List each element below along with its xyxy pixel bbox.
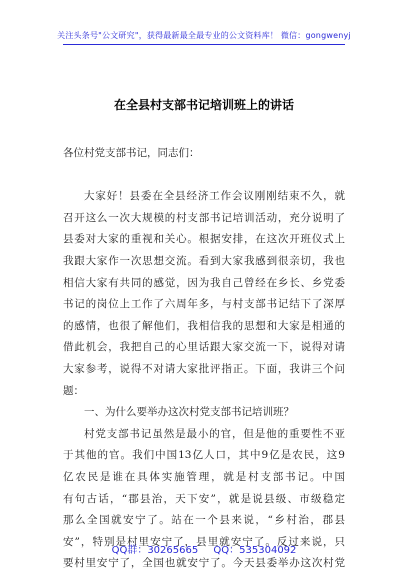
paragraph-line: 于其他的官。我们中国13亿人口，其中9亿是农民，这9 (63, 449, 345, 462)
salutation-line: 各位村党支部书记，同志们： (63, 147, 200, 159)
paragraph-line: 村党支部书记虽然是最小的官，但是他的重要性不亚 (84, 427, 345, 440)
document-body (63, 143, 345, 575)
paragraph-line: 相信大家有共同的感觉，因为我自己曾经在乡长、乡党委 (63, 276, 345, 289)
section-heading: 一、为什么要举办这次村党支部书记培训班？ (84, 406, 294, 419)
paragraph-line: 县委对大家的重视和关心。根据安排，在这次开班仪式上 (63, 233, 345, 246)
paragraph-line: 大家好！县委在全县经济工作会议刚刚结束不久，就 (84, 190, 345, 203)
paragraph-line: 那么全国就安宁了。站在一个县来说，“乡村治，郡县 (63, 514, 345, 527)
blank-line (63, 165, 345, 187)
paragraph-line: 召开这么一次大规模的村支部书记培训活动，充分说明了 (63, 211, 345, 224)
footer-contact (0, 541, 408, 556)
paragraph-line: 亿农民是谁在具体实施管理，就是村支部书记。中国 (63, 470, 345, 483)
paragraph-line: 书记的岗位上工作了六周年多，与村支部书记结下了深厚 (63, 298, 345, 311)
paragraph-line: 安”，特别是村里安宁了，县里就安宁了。反过来说，只 (63, 535, 345, 548)
paragraph-line: 借此机会，我把自己的心里话跟大家交流一下，说得对请 (63, 341, 345, 354)
header-divider (63, 44, 345, 45)
footer-qq: QQ：535304092 (213, 545, 297, 556)
paragraph-line: 的感情，也很了解他们，我相信我的思想和大家是相通的 (63, 319, 345, 332)
footer-qq-group: QQ群：30265665 (111, 545, 199, 556)
paragraph-line: 要村里安宁了，全国也就安宁了。今天县委举办这次村党 (63, 557, 345, 570)
paragraph-line: 题： (63, 384, 84, 397)
paragraph-line: 我跟大家作一次思想交流。看到大家我感到很亲切，我也 (63, 254, 345, 267)
paragraph-line: 有句古话，“郡县治，天下安”，就是说县级、市级稳定 (63, 492, 345, 505)
header-note: 关注头条号"公文研究"，获得最新最全最专业的公文资料库！ 微信：gongwenyj (57, 31, 351, 40)
paragraph-line: 大家参考，说得不对请大家批评指正。下面，我讲三个问 (63, 362, 345, 375)
document-title: 在全县村支部书记培训班上的讲话 (113, 98, 294, 112)
